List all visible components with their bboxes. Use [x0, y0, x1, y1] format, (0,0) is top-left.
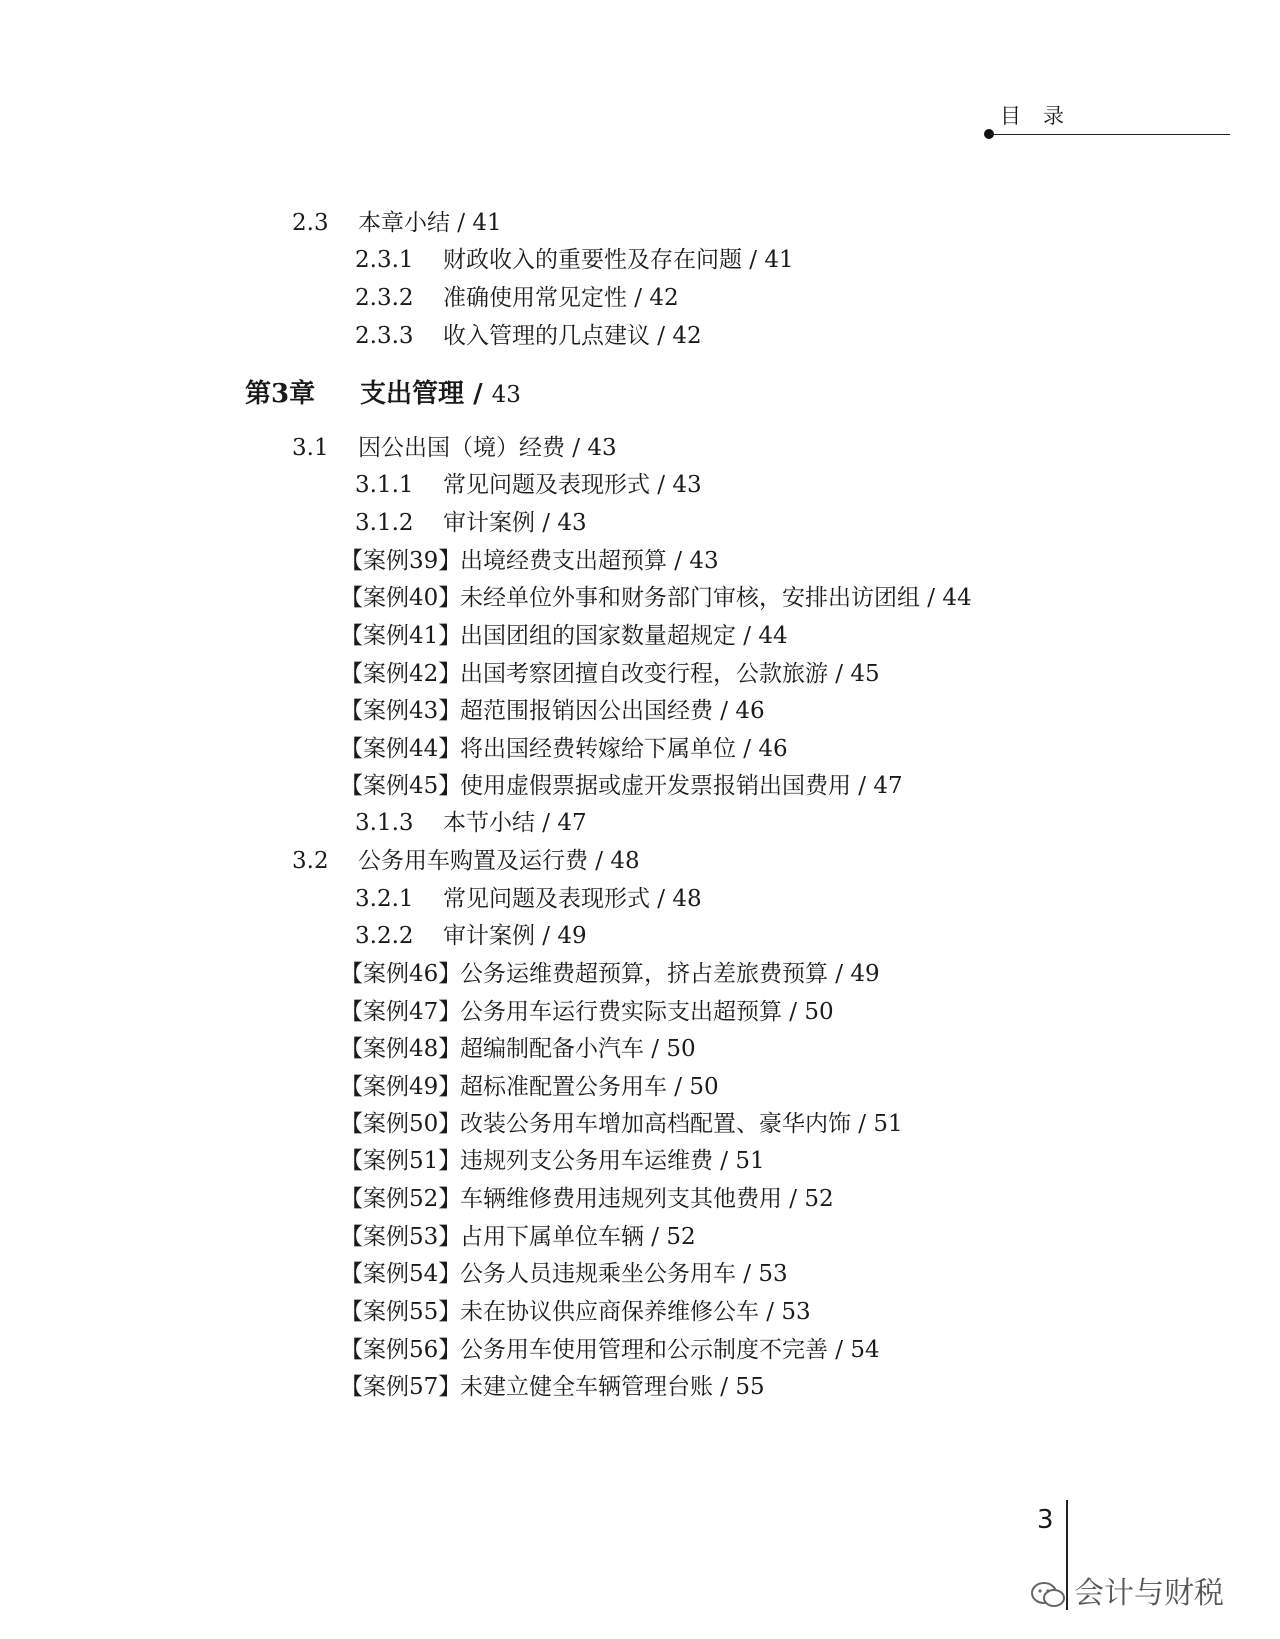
entry-number: 【案例48】 — [340, 1036, 462, 1062]
entry-number: 3.1.2 — [355, 510, 414, 536]
entry-title: 违规列支公务用车运维费 — [460, 1148, 713, 1174]
toc-entry-case: 【案例44】将出国经费转嫁给下属单位 / 46 — [340, 736, 788, 762]
toc-entry-sub: 3.2.2 审计案例 / 49 — [355, 923, 587, 949]
entry-title: 未在协议供应商保养维修公车 — [460, 1299, 759, 1325]
entry-number: 【案例49】 — [340, 1074, 462, 1100]
entry-title: 因公出国（境）经费 — [358, 435, 565, 461]
toc-entry-sub: 2.3.1 财政收入的重要性及存在问题 / 41 — [355, 247, 794, 273]
toc-entry-sec: 2.3 本章小结 / 41 — [292, 210, 502, 236]
entry-number: 【案例41】 — [340, 623, 462, 649]
entry-page: 41 — [472, 210, 502, 236]
entry-title: 公务用车使用管理和公示制度不完善 — [460, 1337, 828, 1363]
entry-page: 48 — [672, 886, 702, 912]
page-number: 3 — [1037, 1505, 1054, 1535]
entry-title: 将出国经费转嫁给下属单位 — [460, 736, 736, 762]
entry-title: 公务运维费超预算，挤占差旅费预算 — [460, 961, 828, 987]
entry-page: 43 — [587, 435, 617, 461]
entry-number: 【案例44】 — [340, 736, 462, 762]
entry-number: 3.1.3 — [355, 810, 414, 836]
entry-page: 42 — [672, 323, 702, 349]
entry-title: 车辆维修费用违规列支其他费用 — [460, 1186, 782, 1212]
entry-number: 【案例42】 — [340, 661, 462, 687]
toc-entry-case: 【案例56】公务用车使用管理和公示制度不完善 / 54 — [340, 1337, 880, 1363]
toc-entry-case: 【案例52】车辆维修费用违规列支其他费用 / 52 — [340, 1186, 834, 1212]
entry-page: 53 — [781, 1299, 811, 1325]
entry-title: 常见问题及表现形式 — [443, 886, 650, 912]
chapter-page: 43 — [491, 382, 521, 408]
entry-number: 3.1 — [292, 435, 329, 461]
entry-title: 本章小结 — [358, 210, 450, 236]
entry-title: 审计案例 — [443, 510, 535, 536]
entry-page: 50 — [666, 1036, 696, 1062]
entry-page: 47 — [873, 773, 903, 799]
toc-entry-sub: 2.3.2 准确使用常见定性 / 42 — [355, 285, 679, 311]
entry-page: 47 — [557, 810, 587, 836]
entry-page: 44 — [758, 623, 788, 649]
toc-entry-case: 【案例51】违规列支公务用车运维费 / 51 — [340, 1148, 765, 1174]
running-header: 目录 — [1000, 104, 1086, 128]
entry-title: 常见问题及表现形式 — [443, 472, 650, 498]
entry-title: 未建立健全车辆管理台账 — [460, 1374, 713, 1400]
entry-title: 未经单位外事和财务部门审核，安排出访团组 — [460, 585, 920, 611]
entry-title: 本节小结 — [443, 810, 535, 836]
entry-number: 3.2.1 — [355, 886, 414, 912]
entry-page: 50 — [804, 999, 834, 1025]
entry-number: 3.1.1 — [355, 472, 414, 498]
entry-title: 出国考察团擅自改变行程，公款旅游 — [460, 661, 828, 687]
entry-page: 49 — [557, 923, 587, 949]
entry-number: 【案例57】 — [340, 1374, 462, 1400]
toc-entry-sub: 3.1.2 审计案例 / 43 — [355, 510, 587, 536]
entry-title: 超编制配备小汽车 — [460, 1036, 644, 1062]
wechat-icon — [1030, 1581, 1066, 1609]
toc-entry-case: 【案例47】公务用车运行费实际支出超预算 / 50 — [340, 999, 834, 1025]
toc-entry-case: 【案例42】出国考察团擅自改变行程，公款旅游 / 45 — [340, 661, 880, 687]
toc-entry-case: 【案例57】未建立健全车辆管理台账 / 55 — [340, 1374, 765, 1400]
header-rule — [990, 134, 1230, 135]
toc-entry-sub: 2.3.3 收入管理的几点建议 / 42 — [355, 323, 702, 349]
entry-title: 准确使用常见定性 — [443, 285, 627, 311]
entry-page: 49 — [850, 961, 880, 987]
toc-entry-case: 【案例48】超编制配备小汽车 / 50 — [340, 1036, 696, 1062]
entry-title: 超标准配置公务用车 — [460, 1074, 667, 1100]
entry-number: 【案例40】 — [340, 585, 462, 611]
toc-entry-case: 【案例43】超范围报销因公出国经费 / 46 — [340, 698, 765, 724]
entry-page: 42 — [649, 285, 679, 311]
entry-page: 44 — [942, 585, 972, 611]
entry-number: 【案例51】 — [340, 1148, 462, 1174]
entry-page: 46 — [735, 698, 765, 724]
entry-page: 43 — [672, 472, 702, 498]
entry-number: 【案例43】 — [340, 698, 462, 724]
toc-entry-sub: 3.1.1 常见问题及表现形式 / 43 — [355, 472, 702, 498]
entry-page: 43 — [689, 548, 719, 574]
entry-title: 公务人员违规乘坐公务用车 — [460, 1261, 736, 1287]
entry-number: 【案例55】 — [340, 1299, 462, 1325]
entry-page: 55 — [735, 1374, 765, 1400]
entry-title: 占用下属单位车辆 — [460, 1224, 644, 1250]
entry-number: 【案例54】 — [340, 1261, 462, 1287]
entry-page: 51 — [873, 1111, 903, 1137]
entry-title: 使用虚假票据或虚开发票报销出国费用 — [460, 773, 851, 799]
entry-number: 【案例53】 — [340, 1224, 462, 1250]
toc-entry-sec: 3.1 因公出国（境）经费 / 43 — [292, 435, 617, 461]
entry-number: 【案例50】 — [340, 1111, 462, 1137]
toc-entry-case: 【案例49】超标准配置公务用车 / 50 — [340, 1074, 719, 1100]
toc-entry-case: 【案例45】使用虚假票据或虚开发票报销出国费用 / 47 — [340, 773, 903, 799]
chapter-title: 支出管理 — [360, 379, 465, 409]
entry-page: 48 — [610, 848, 640, 874]
entry-title: 改装公务用车增加高档配置、豪华内饰 — [460, 1111, 851, 1137]
entry-title: 出国团组的国家数量超规定 — [460, 623, 736, 649]
entry-page: 50 — [689, 1074, 719, 1100]
entry-number: 【案例46】 — [340, 961, 462, 987]
entry-number: 2.3.1 — [355, 247, 414, 273]
entry-number: 【案例39】 — [340, 548, 462, 574]
entry-number: 2.3.3 — [355, 323, 414, 349]
entry-number: 【案例56】 — [340, 1337, 462, 1363]
toc-entry-case: 【案例50】改装公务用车增加高档配置、豪华内饰 / 51 — [340, 1111, 903, 1137]
entry-page: 52 — [804, 1186, 834, 1212]
entry-page: 43 — [557, 510, 587, 536]
toc-entry-sub: 3.2.1 常见问题及表现形式 / 48 — [355, 886, 702, 912]
entry-number: 2.3.2 — [355, 285, 414, 311]
entry-title: 收入管理的几点建议 — [443, 323, 650, 349]
entry-page: 46 — [758, 736, 788, 762]
toc-entry-case: 【案例46】公务运维费超预算，挤占差旅费预算 / 49 — [340, 961, 880, 987]
entry-page: 52 — [666, 1224, 696, 1250]
entry-number: 2.3 — [292, 210, 329, 236]
entry-number: 【案例45】 — [340, 773, 462, 799]
toc-entry-case: 【案例53】占用下属单位车辆 / 52 — [340, 1224, 696, 1250]
chapter-number: 第3章 — [245, 379, 316, 409]
entry-page: 53 — [758, 1261, 788, 1287]
entry-number: 3.2 — [292, 848, 329, 874]
entry-title: 财政收入的重要性及存在问题 — [443, 247, 742, 273]
toc-entry-sub: 3.1.3 本节小结 / 47 — [355, 810, 587, 836]
toc-entry-sec: 3.2 公务用车购置及运行费 / 48 — [292, 848, 640, 874]
toc-entry-case: 【案例41】出国团组的国家数量超规定 / 44 — [340, 623, 788, 649]
entry-page: 54 — [850, 1337, 880, 1363]
chapter-heading: 第3章 支出管理 / 43 — [245, 379, 521, 409]
watermark-text: 会计与财税 — [1074, 1576, 1224, 1611]
entry-title: 公务用车购置及运行费 — [358, 848, 588, 874]
entry-number: 【案例47】 — [340, 999, 462, 1025]
toc-entry-case: 【案例39】出境经费支出超预算 / 43 — [340, 548, 719, 574]
entry-title: 审计案例 — [443, 923, 535, 949]
entry-title: 超范围报销因公出国经费 — [460, 698, 713, 724]
entry-number: 3.2.2 — [355, 923, 414, 949]
toc-entry-case: 【案例54】公务人员违规乘坐公务用车 / 53 — [340, 1261, 788, 1287]
entry-page: 45 — [850, 661, 880, 687]
watermark — [1030, 1568, 1224, 1612]
entry-title: 公务用车运行费实际支出超预算 — [460, 999, 782, 1025]
entry-page: 41 — [764, 247, 794, 273]
entry-number: 【案例52】 — [340, 1186, 462, 1212]
entry-title: 出境经费支出超预算 — [460, 548, 667, 574]
entry-page: 51 — [735, 1148, 765, 1174]
toc-entry-case: 【案例55】未在协议供应商保养维修公车 / 53 — [340, 1299, 811, 1325]
toc-entry-case: 【案例40】未经单位外事和财务部门审核，安排出访团组 / 44 — [340, 585, 972, 611]
